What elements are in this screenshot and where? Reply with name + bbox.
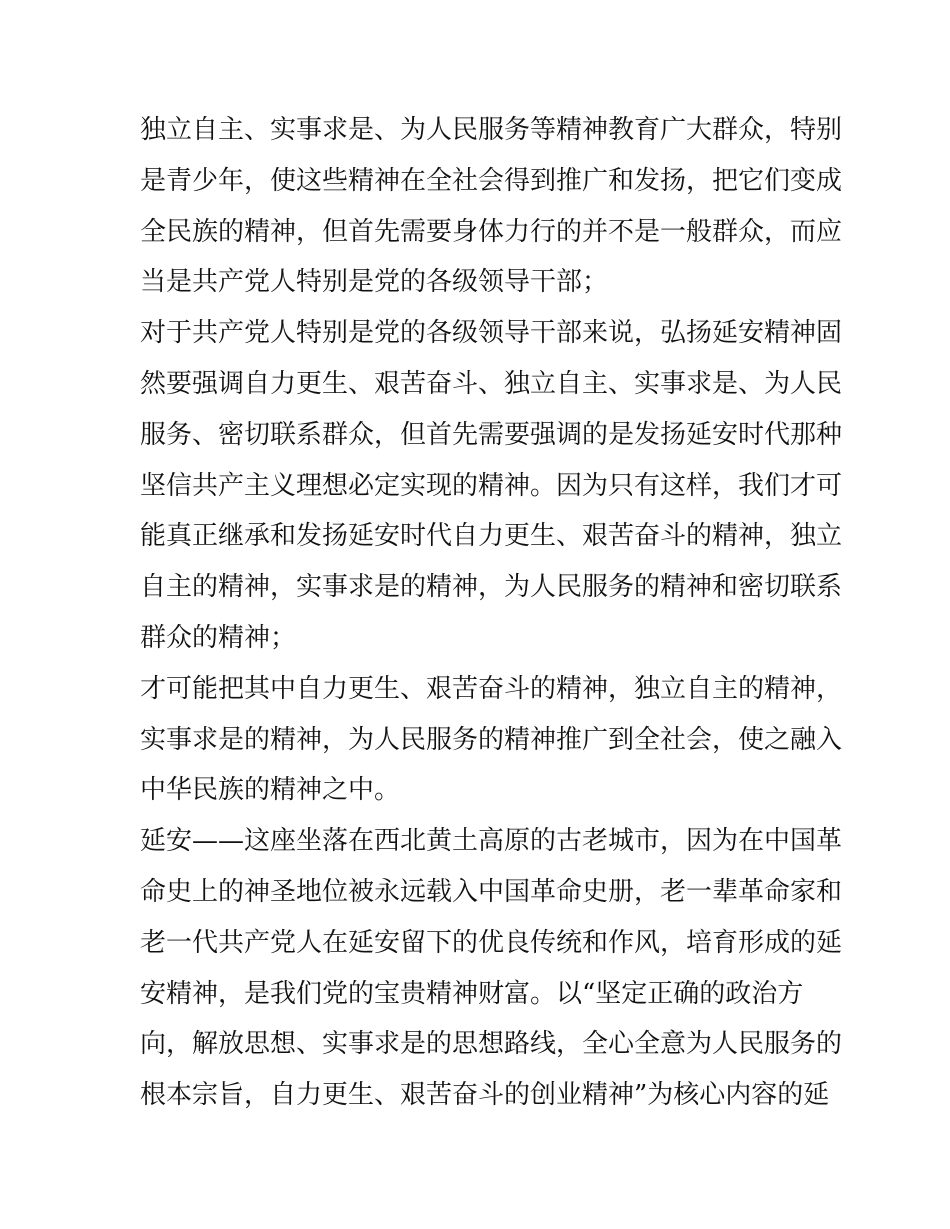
text-line: 服务、密切联系群众，但首先需要强调的是发扬延安时代那种 xyxy=(140,419,843,450)
text-line: 独立自主、实事求是、为人民服务等精神教育广大群众，特别 xyxy=(140,115,843,145)
text-line: 是青少年，使这些精神在全社会得到推广和发扬，把它们变成 xyxy=(140,165,843,196)
text-line: 能真正继承和发扬延安时代自力更生、艰苦奋斗的精神，独立 xyxy=(140,521,843,552)
text-line: 老一代共产党人在延安留下的优良传统和作风，培育形成的延 xyxy=(140,927,843,958)
text-line: 自主的精神，实事求是的精神，为人民服务的精神和密切联系 xyxy=(140,572,843,603)
text-line: 中华民族的精神之中。 xyxy=(140,775,401,806)
text-line: 安精神，是我们党的宝贵精神财富。以“坚定正确的政治方 xyxy=(140,978,804,1009)
text-line: 命史上的神圣地位被永远载入中国革命史册，老一辈革命家和 xyxy=(140,876,843,907)
document-body-text xyxy=(140,105,843,1121)
text-line: 向，解放思想、实事求是的思想路线，全心全意为人民服务的 xyxy=(140,1029,843,1060)
text-line: 才可能把其中自力更生、艰苦奋斗的精神，独立自主的精神， xyxy=(140,673,843,704)
text-line: 然要强调自力更生、艰苦奋斗、独立自主、实事求是、为人民 xyxy=(140,368,843,399)
text-line: 实事求是的精神，为人民服务的精神推广到全社会，使之融入 xyxy=(140,724,843,755)
text-line: 延安——这座坐落在西北黄土高原的古老城市，因为在中国革 xyxy=(140,826,843,857)
text-line: 坚信共产主义理想必定实现的精神。因为只有这样，我们才可 xyxy=(140,470,843,501)
text-line: 群众的精神； xyxy=(140,622,297,653)
text-line: 根本宗旨，自力更生、艰苦奋斗的创业精神”为核心内容的延 xyxy=(140,1080,830,1111)
text-line: 全民族的精神，但首先需要身体力行的并不是一般群众，而应 xyxy=(140,216,843,247)
text-line: 对于共产党人特别是党的各级领导干部来说，弘扬延安精神固 xyxy=(140,318,843,349)
text-line: 当是共产党人特别是党的各级领导干部； xyxy=(140,267,609,298)
